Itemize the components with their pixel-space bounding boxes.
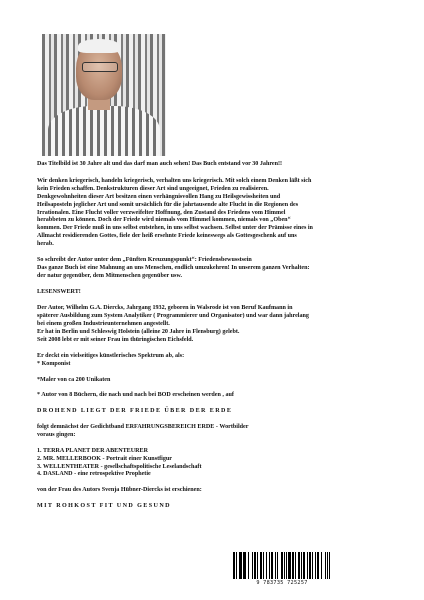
bio-line: späterer Ausbildung zum System Analytiker ( Programmierer und Organisator) und war dann jahrelang (37, 313, 309, 320)
wife-book-title: MIT ROHKOST FIT UND GESUND (37, 503, 171, 509)
spacer (37, 440, 397, 448)
intro-line: Allmacht residierenden Gottes, fiele der heiß ersehnte Friede keineswegs als Gottesgeschenk auf uns (37, 233, 297, 240)
bio-line: Er hat in Berlin und Schleswig Holstein (alleine 20 Jahre in Flensburg) gelebt. (37, 329, 240, 336)
book-note-line: der natur gegenüber, dem Mitmenschen gegenüber usw. (37, 272, 183, 279)
spacer (37, 479, 397, 487)
spectrum-line: * Komponist (37, 360, 71, 367)
wife-line: von der Frau des Autors Svenja Hübner-Diercks ist erschienen: (37, 487, 202, 494)
intro-line: Denkgewohnheiten dieser Art besitzen einen verhängnisvollen Hang zu Heilsgewissheiten und (37, 193, 281, 200)
spacer (37, 416, 397, 424)
intro-line: herab. (37, 241, 54, 248)
followup-line: voraus gingen: (37, 431, 76, 438)
spacer (37, 345, 397, 353)
author-portrait (42, 34, 166, 156)
isbn-number: 9 783735 725257 (256, 580, 308, 586)
previous-works-list (37, 448, 397, 480)
painter-line: *Maler von ca 200 Unikaten (37, 376, 111, 383)
book-note-line: Das ganze Buch ist eine Mahnung an uns Menschen, endlich umzukehren! In unserem ganzen Verhalten: (37, 264, 310, 271)
spacer (37, 281, 397, 289)
bio-line: bei einem großen Industrieunternehmen angestellt. (37, 321, 170, 328)
followup-note (37, 424, 397, 440)
barcode-bars (233, 552, 331, 579)
previous-work-item: 1. TERRA PLANET DER ABENTEURER (37, 447, 149, 454)
upcoming-title: DROHEND LIEGT DER FRIEDE ÜBER DER ERDE (37, 408, 233, 415)
portrait-glasses (82, 62, 118, 72)
photo-caption: Das Titelbild ist 30 Jahre alt und das darf man auch sehen! Das Buch entstand vor 30 Jahren!! (37, 161, 283, 167)
spacer (37, 369, 397, 377)
book-note (37, 257, 397, 281)
spacer (37, 400, 397, 408)
followup-line: folgt demnächst der Gedichtband ERFAHRUNGSBEREICH ERDE - Wortbilder (37, 423, 249, 430)
intro-line: Wir denken kriegerisch, handeln kriegerisch, verhalten uns kriegerisch. Mit solch einem Denken läßt sich (37, 177, 312, 184)
spacer (37, 495, 397, 503)
intro-line: Irrationalen. Eine Flucht voller verzweifelter Hoffnung, den Zustand des Friedens vom Himmel (37, 209, 286, 216)
spacer (37, 296, 397, 305)
spectrum-line: Er deckt ein vielseitiges künstlerisches Spektrum ab, als: (37, 352, 185, 359)
isbn-barcode (233, 552, 331, 588)
previous-work-item: 4. DASLAND - eine retrospektive Prophetie (37, 471, 151, 478)
recommendation: LESENSWERT! (37, 288, 81, 295)
spacer (37, 385, 397, 393)
back-cover-text (37, 161, 397, 511)
bio-line: Seit 2008 lebt er mit seiner Frau im thüringischen Eichsfeld. (37, 337, 194, 344)
intro-line: kommen. Der Friede muß in uns selbst entstehen, in uns selbst wachsen. Selbst unter der Prämisse eines in (37, 225, 313, 232)
book-note-line: So schreibt der Autor unter dem „Fünften Kreuzungspunkt“: Friedensbewusstsein (37, 256, 252, 263)
previous-work-item: 3. WELLENTHEATER - gesellschaftspolitische Leselandschaft (37, 463, 202, 470)
spacer (37, 249, 397, 257)
artistic-spectrum (37, 353, 397, 369)
author-bio (37, 305, 397, 345)
previous-work-item: 2. MR. MELLERBOOK - Portrait einer Kunstfigur (37, 455, 172, 462)
bio-line: Der Autor, Wilhelm G.A. Diercks, Jahrgang 1932, geboren in Walsrode ist von Beruf Kaufmann in (37, 305, 293, 312)
spacer (37, 169, 397, 178)
barcode-bar (329, 552, 330, 579)
intro-paragraph (37, 178, 397, 249)
intro-line: herabbeten zu können. Doch der Friede wird niemals vom Himmel kommen, niemals von „Oben“ (37, 217, 291, 224)
intro-line: Heilsaposteln jeglicher Art und somit ursächlich für die jahrtausende alte Flucht in die Regionen des (37, 201, 299, 208)
portrait-hair (78, 39, 120, 53)
intro-line: kein Frieden schaffen. Denkstrukturen dieser Art sind ungeeignet, Frieden zu realisieren. (37, 185, 269, 192)
books-line: * Autor von 8 Büchern, die nach und nach bei BOD erscheinen werden , auf (37, 392, 234, 399)
